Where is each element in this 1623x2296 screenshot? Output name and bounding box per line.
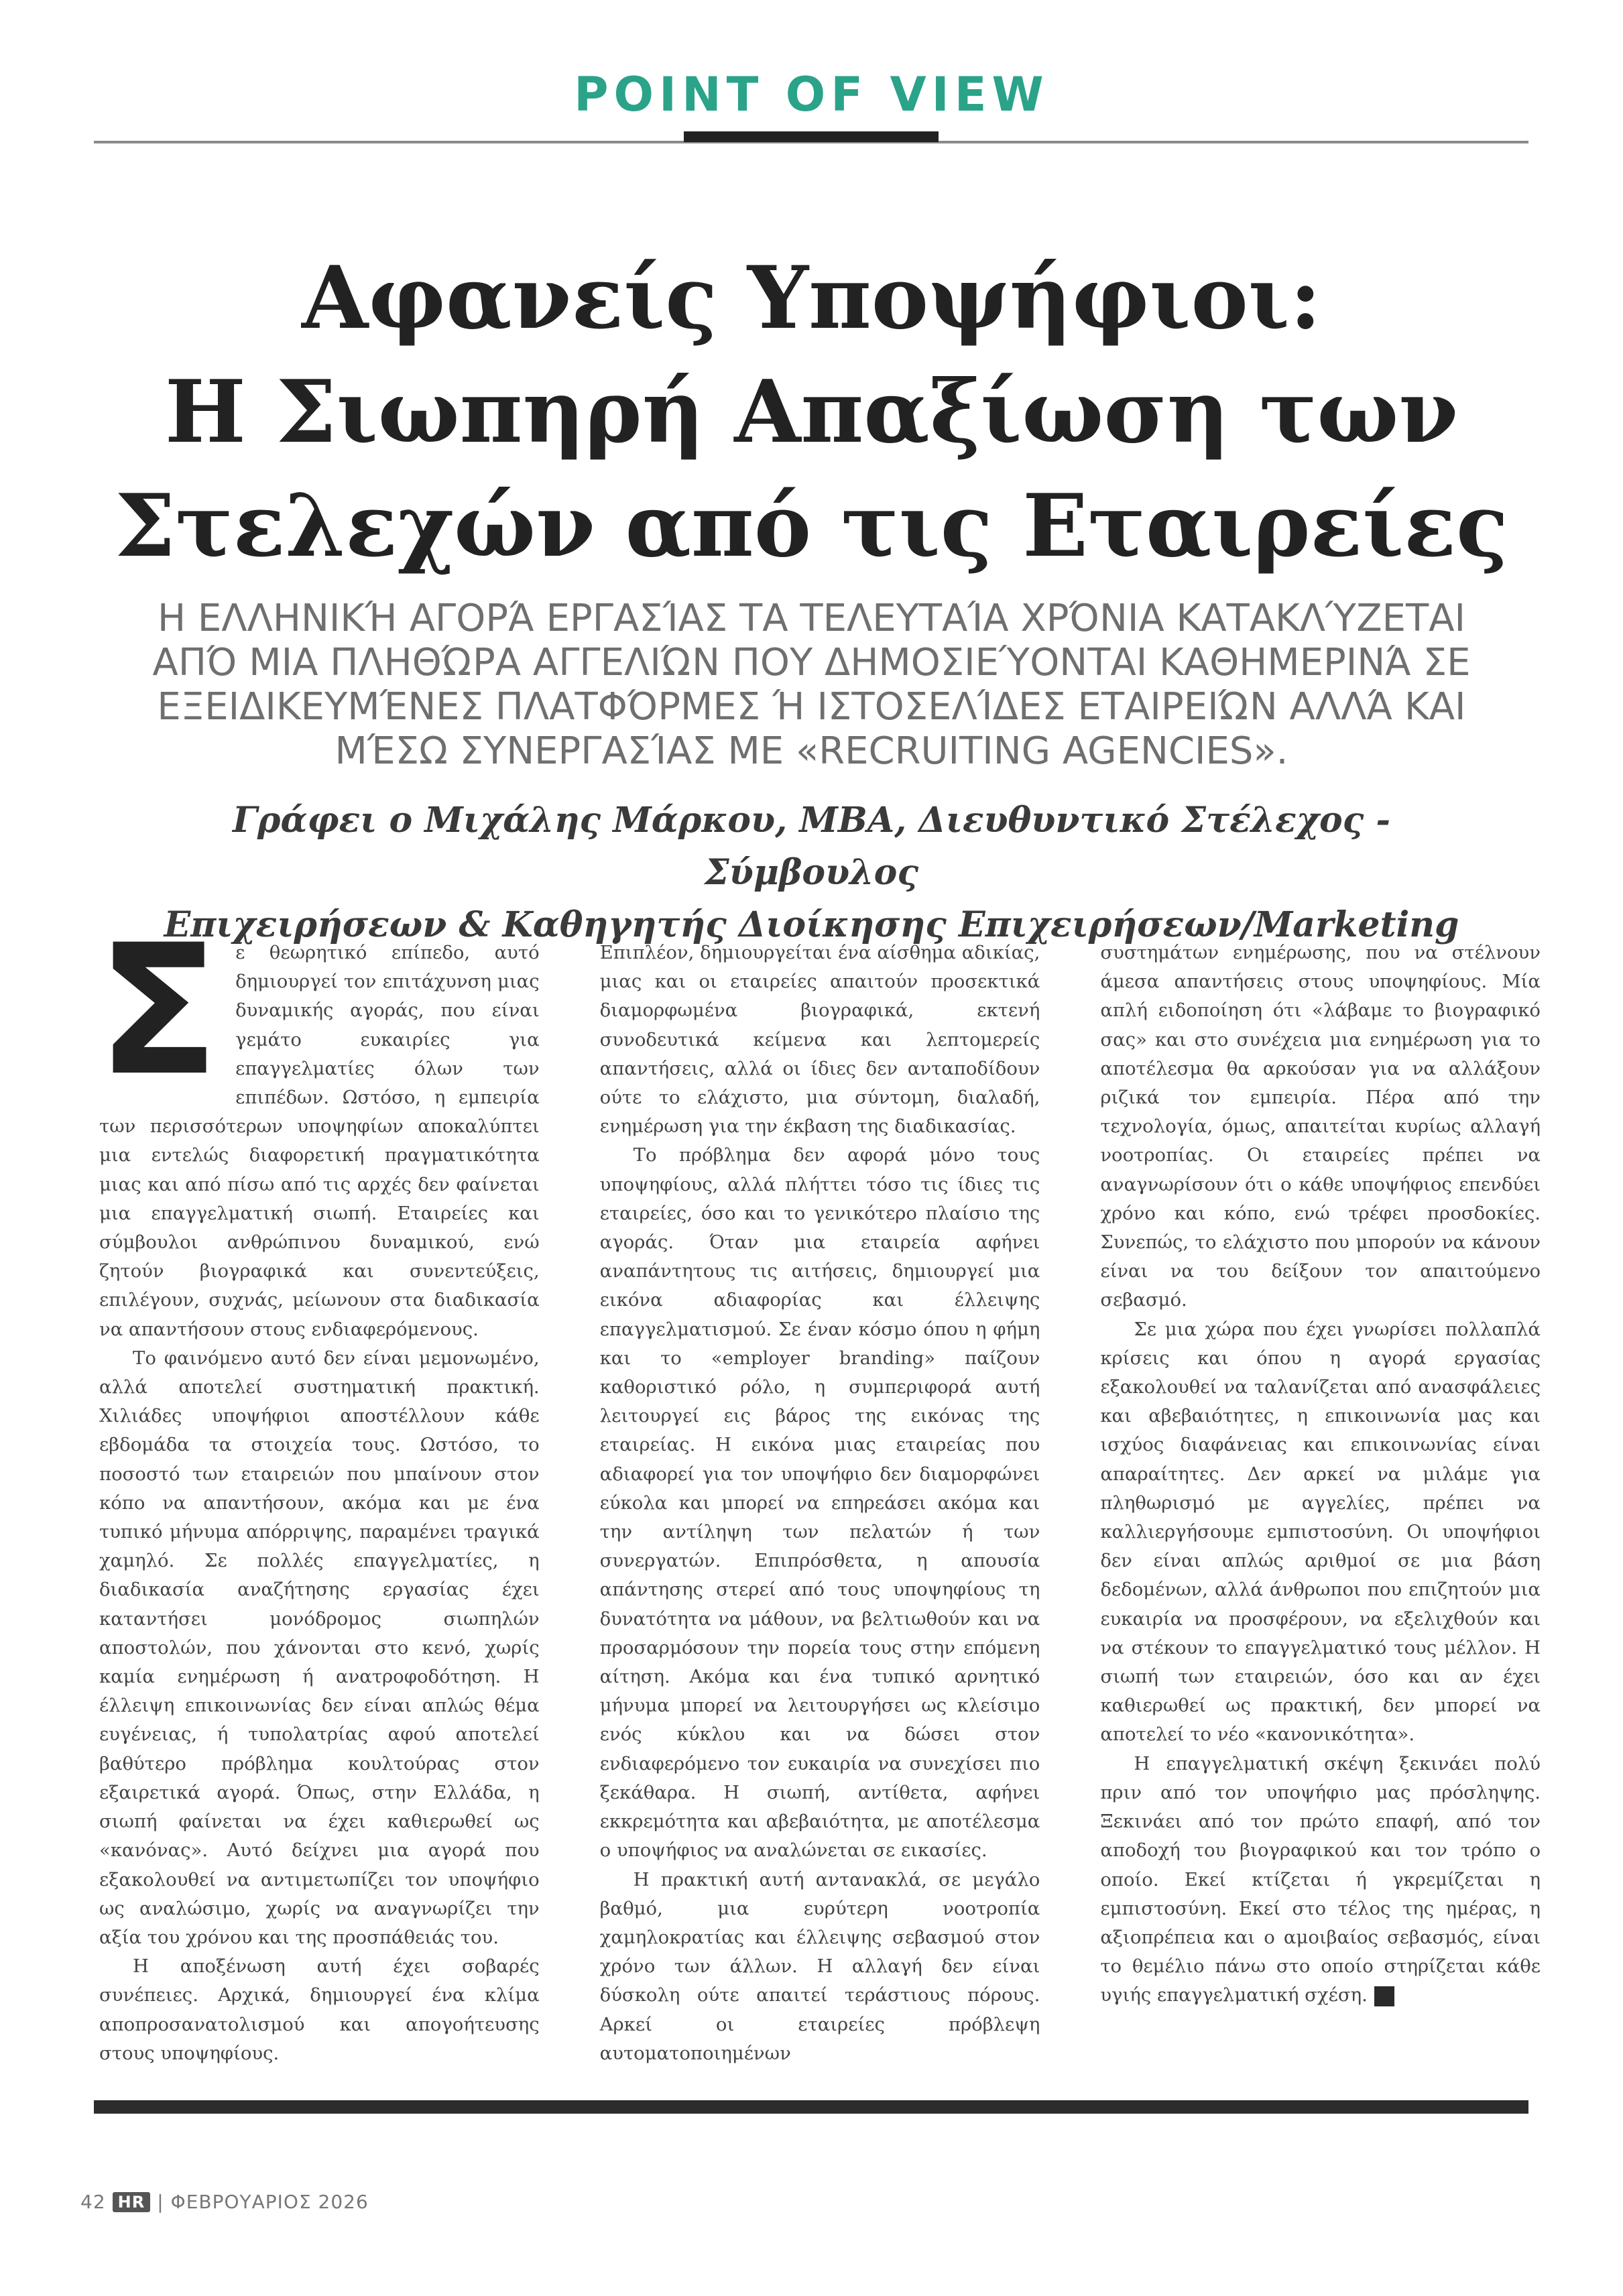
title-line-2: Η Σιωπηρή Απαξίωση των [164,362,1459,463]
issue-date: ΦΕΒΡΟΥΑΡΙΟΣ 2026 [170,2191,369,2213]
paragraph: ε θεωρητικό επίπεδο, αυτό δημιουργεί τον επιτάχυνση μιας δυναμικής αγοράς, που είναι γεμάτο ευκαιρίες για επαγγελματίες όλων των επιπέδων. Ωστόσο, η εμπειρία των περισσότερων υποψηφίων αποκαλύπτει μια εντελώς διαφορετική πραγματικότητα μιας και από πίσω από τις αρχές δεν φαίνεται μια επαγγελματική σιωπή. Εταιρείες και σύμβουλοι ανθρώπινου δυναμικού, ενώ ζητούν βιογραφικά και συνεντεύξεις, επιλέγουν, συχνάς, μείωνουν στα διαδικασία να απαντήσουν στους ενδιαφερόμενους. [99,942,540,1340]
magazine-logo: HR [113,2192,151,2212]
article-title [80,241,1543,583]
byline-line-2: Επιχειρήσεων & Καθηγητής Διοίκησης Επιχειρήσεων/Marketing [164,904,1459,945]
title-line-1: Αφανείς Υποψήφιοι: [302,248,1321,349]
paragraph: συστημάτων ενημέρωσης, που να στέλνουν άμεσα απαντήσεις στους υποψηφίους. Μία απλή ειδοποίηση ότι «λάβαμε το βιογραφικό σας» και στο συνέχεια μια ενημέρωση για το αποτέλεσμα θα αρκούσαν για να αλλάξουν ριζικά τον εμπειρία. Πέρα από την τεχνολογία, όμως, απαιτείται κυρίως αλλαγή νοοτροπίας. Οι εταιρείες πρέπει να αναγνωρίσουν ότι ο κάθε υποψήφιος επενδύει χρόνο και κόπο, ενώ τρέφει προσδοκίες. Συνεπώς, το ελάχιστο που μπορούν να κάνουν είναι να του δείξουν τον απαιτούμενο σεβασμό. [1100,942,1541,1311]
section-label: POINT OF VIEW [574,67,1049,122]
paragraph: Επιπλέον, δημιουργείται ένα αίσθημα αδικίας, μιας και οι εταιρείες απαιτούν προσεκτικά διαμορφωμένα βιογραφικά, εκτενή συνοδευτικά κείμενα και λεπτομερείς απαντήσεις, αλλά οι ίδιες δεν ανταποδίδουν ούτε το ελάχιστο, μια σύντομη, διαλαδή, ενημέρωση για την έκβαση της διαδικασίας. [599,942,1040,1138]
article-deck: Η ΕΛΛΗΝΙΚΉ ΑΓΟΡΆ ΕΡΓΑΣΊΑΣ ΤΑ ΤΕΛΕΥΤΑΊΑ ΧΡΌΝΙΑ ΚΑΤΑΚΛΎΖΕΤΑΙ ΑΠΌ ΜΙΑ ΠΛΗΘΏΡΑ ΑΓΓΕΛΙΏΝ ΠΟΥ ΔΗΜΟΣΙΕΎΟΝΤΑΙ ΚΑΘΗΜΕΡΙΝΆ ΣΕ ΕΞΕΙΔΙΚΕΥΜΈΝΕΣ ΠΛΑΤΦΌΡΜΕΣ Ή ΙΣΤΟΣΕΛΊΔΕΣ ΕΤΑΙΡΕΙΏΝ ΑΛΛΆ ΚΑΙ ΜΈΣΩ ΣΥΝΕΡΓΑΣΊΑΣ ΜΕ «RECRUITING AGENCIES». [152,597,1471,773]
paragraph: Το πρόβλημα δεν αφορά μόνο τους υποψηφίους, αλλά πλήττει τόσο τις ίδιες τις εταιρείες, όσο και το γενικότερο πλαίσιο της αγοράς. Όταν μια εταιρεία αφήνει αναπάντητους τις αιτήσεις, δημιουργεί μια εικόνα αδιαφορίας και έλλειψης επαγγελματισμού. Σε έναν κόσμο όπου η φήμη και το «employer branding» παίζουν καθοριστικό ρόλο, η συμπεριφορά αυτή λειτουργεί εις βάρος της εικόνας της εταιρείας. Η εικόνα μιας εταιρείας που αδιαφορεί για τον υποψήφιο δεν διαμορφώνει εύκολα και μπορεί να επηρεάσει ακόμα και την αντίληψη των πελατών ή των συνεργατών. Επιπρόσθετα, η απουσία απάντησης στερεί από τους υποψηφίους τη δυνατότητα να μάθουν, να βελτιωθούν και να προσαρμόσουν την πορεία τους στην επόμενη αίτηση. Ακόμα και ένα τυπικό αρνητικό μήνυμα μπορεί να λειτουργήσει ως κλείσιμο ενός κύκλου και να δώσει στον ενδιαφερόμενο τον ευκαιρία να συνεχίσει πιο ξεκάθαρα. Η σιωπή, αντίθετα, αφήνει εκκρεμότητα και αβεβαιότητα, με αποτέλεσμα ο υποψήφιος να αναλώνεται σε εικασίες. [599,1144,1040,1862]
top-rule-accent [684,131,939,142]
bottom-rule [94,2100,1528,2114]
page-number: 42 [80,2191,106,2213]
column-2 [600,939,1040,2068]
drop-cap: Σ [97,906,220,1115]
paragraph: Το φαινόμενο αυτό δεν είναι μεμονωμένο, αλλά αποτελεί συστηματική πρακτική. Χιλιάδες υποψήφιοι αποστέλλουν κάθε εβδομάδα τα στοιχεία τους. Ωστόσο, το ποσοστό των εταιρειών που μπαίνουν στον κόπο να απαντήσουν, ακόμα και με ένα τυπικό μήνυμα απόρριψης, παραμένει τραγικά χαμηλό. Σε πολλές επαγγελματίες, η διαδικασία αναζήτησης εργασίας έχει καταντήσει μονόδρομος σιωπηλών αποστολών, που χάνονται στο κενό, χωρίς καμία ενημέρωση ή ανατροφοδότηση. Η έλλειψη επικοινωνίας δεν είναι απλώς θέμα ευγένειας, ή τυπολατρίας αφού αποτελεί βαθύτερο πρόβλημα κουλτούρας στον εξαιρετικά αγορά. Όπως, στην Ελλάδα, η σιωπή φαίνεται να έχει καθιερωθεί ως «κανόνας». Αυτό δείχνει μια αγορά που εξακολουθεί να αντιμετωπίζει τον υποψήφιο ως αναλώσιμο, χωρίς να αναγνωρίζει την αξία του χρόνου και της προσπάθειάς του. [99,1347,540,1948]
paragraph: Η αποξένωση αυτή έχει σοβαρές συνέπειες. Αρχικά, δημιουργεί ένα κλίμα αποπροσανατολισμού και απογοήτευσης στους υποψηφίους. [99,1955,540,2064]
end-mark-icon [1374,1986,1394,2006]
column-1 [97,906,540,2068]
title-line-3: Στελεχών από τις Εταιρείες [115,476,1508,577]
footer-divider: | [157,2191,164,2213]
paragraph: Η πρακτική αυτή αντανακλά, σε μεγάλο βαθμό, μια ευρύτερη νοοτροπία χαμηλοκρατίας και έλλειψης σεβασμού στον χρόνο των άλλων. Η αλλαγή δεν είναι δύσκολη ούτε απαιτεί τεράστιους πόρους. Αρκεί οι εταιρείες πρόβλεψη αυτοματοποιημένων [599,1868,1040,2064]
paragraph: Σε μια χώρα που έχει γνωρίσει πολλαπλά κρίσεις και όπου η αγορά εργασίας εξακολουθεί να ταλανίζεται από ανασφάλειες και αβεβαιότητες, η επικοινωνία μας και ισχύος διαφάνειας και επικοινωνίας είναι απαραίτητες. Δεν αρκεί να μιλάμε για πληθωρισμό με αγγελίες, πρέπει να καλλιεργήσουμε εμπιστοσύνη. Οι υποψήφιοι δεν είναι απλώς αριθμοί σε μια βάση δεδομένων, αλλά άνθρωποι που επιζητούν μια ευκαιρία να προσφέρουν, να εξελιχθούν και να στέκουν το επαγγελματικό τους μέλλον. Η σιωπή των εταιρειών, όσο και αν έχει καθιερωθεί ως πρακτική, δεν μπορεί να αποτελεί το νέο «κανονικότητα». [1100,1318,1541,1746]
byline-line-1: Γράφει ο Μιχάλης Μάρκου, MBA, Διευθυντικό Στέλεχος - Σύμβουλος [233,800,1390,893]
page-footer [80,2191,369,2213]
paragraph-last [1100,1750,1541,2010]
byline [134,794,1489,951]
column-3 [1100,939,1541,2068]
paragraph-text: Η επαγγελματική σκέψη ξεκινάει πολύ πριν από τον υποψήφιο μας πρόσληψης. Ξεκινάει από τον πρώτο επαφή, από τον αποδοχή του βιογραφικού και τον τρόπο ο οποίο. Εκεί κτίζεται ή γκρεμίζεται η εμπιστοσύνη. Εκεί στο τέλος της ημέρας, η αξιοπρέπεια και ο αμοιβαίος σεβασμός, είναι το θεμέλιο πάνω στο οποίο στηρίζεται κάθε υγιής επαγγελματική σχέση. [1100,1752,1541,2006]
